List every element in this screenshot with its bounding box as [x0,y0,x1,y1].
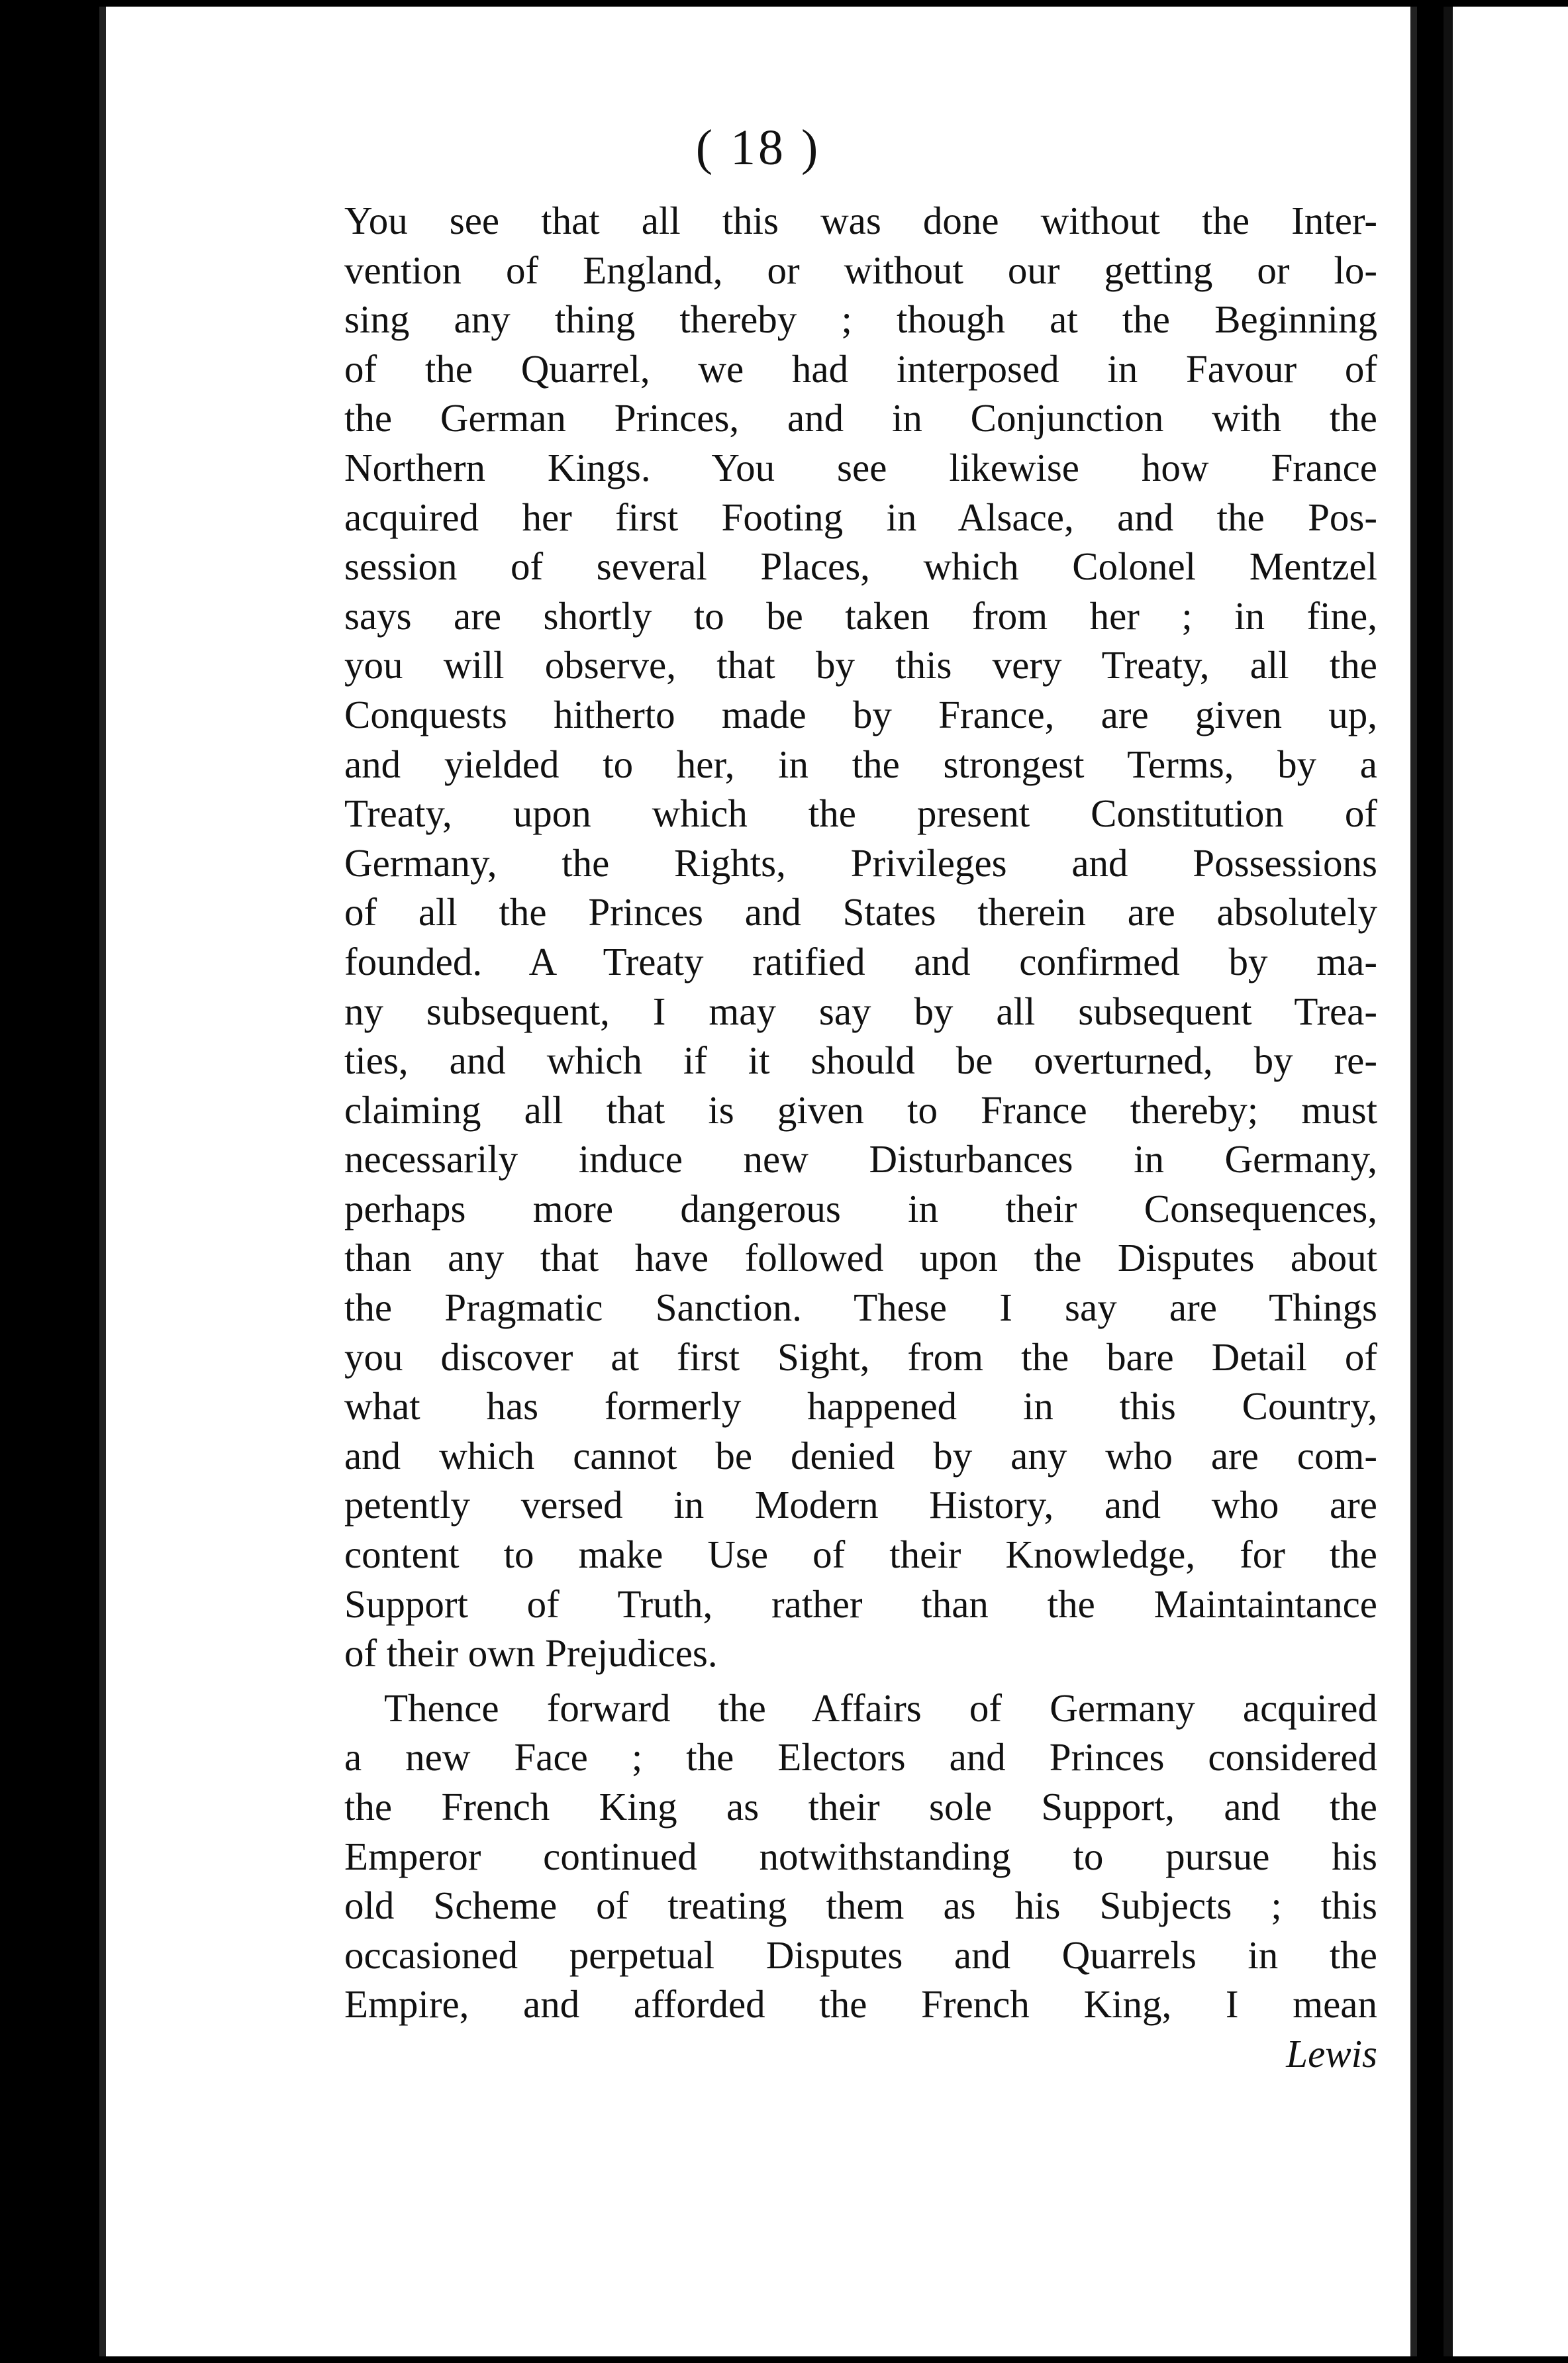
text-line: petently versed in Modern History, and who are [344,1483,1377,1527]
text-line: of their own Prejudices. [344,1631,718,1676]
text-line: perhaps more dangerous in their Consequences, [344,1186,1377,1231]
paragraph-2 [344,1684,1377,2029]
text-line: you will observe, that by this very Treaty, all the [344,643,1377,687]
text-line: Empire, and afforded the French King, I mean [344,1982,1377,2027]
text-line: and which cannot be denied by any who are com- [344,1433,1377,1478]
text-line: Emperor continued notwithstanding to pursue his [344,1834,1377,1878]
book-page [99,7,1417,2356]
text-line: Thence forward the Affairs of Germany acquired [384,1685,1377,1730]
text-line: founded. A Treaty ratified and confirmed by ma- [344,939,1377,983]
text-line: Support of Truth, rather than the Maintaintance [344,1582,1377,1626]
text-line: Northern Kings. You see likewise how France [344,445,1377,489]
page-number: ( 18 ) [695,120,821,176]
text-line: Treaty, upon which the present Constitution of [344,791,1377,836]
text-line: old Scheme of treating them as his Subjects ; this [344,1884,1377,1928]
text-line: sing any thing thereby ; though at the Beginning [344,297,1377,342]
text-line: the German Princes, and in Conjunction with the [344,396,1377,440]
body-text [344,196,1377,2079]
text-line: a new Face ; the Electors and Princes considered [344,1735,1377,1780]
text-line: and yielded to her, in the strongest Terms, by a [344,742,1377,786]
text-line: the Pragmatic Sanction. These I say are Things [344,1285,1377,1330]
catchword: Lewis [1286,2031,1377,2076]
text-line: than any that have followed upon the Disputes about [344,1236,1377,1280]
text-line: ties, and which if it should be overturned, by re- [344,1038,1377,1083]
adjacent-page-edge [1444,7,1568,2356]
text-line: claiming all that is given to France thereby; must [344,1087,1377,1132]
text-line: session of several Places, which Colonel Mentzel [344,544,1377,589]
text-line: of all the Princes and States therein are absolutely [344,890,1377,934]
text-line: You see that all this was done without the Inter- [344,199,1377,242]
text-line: of the Quarrel, we had interposed in Favour of [344,346,1377,391]
text-line: Germany, the Rights, Privileges and Possessions [344,840,1377,885]
text-line: ny subsequent, I may say by all subsequent Trea- [344,989,1377,1033]
text-line: necessarily induce new Disturbances in Germany, [344,1137,1377,1182]
text-line: you discover at first Sight, from the bare Detail of [344,1334,1377,1379]
paragraph-gap [344,1678,1377,1684]
text-line: vention of England, or without our getting or lo- [344,248,1377,292]
text-line: content to make Use of their Knowledge, for the [344,1533,1377,1577]
text-line: Conquests hitherto made by France, are given up, [344,692,1377,736]
text-line: acquired her first Footing in Alsace, and the Pos- [344,495,1377,539]
text-line: what has formerly happened in this Country, [344,1384,1377,1429]
paragraph-1 [344,196,1377,1678]
text-line: says are shortly to be taken from her ; in fine, [344,593,1377,638]
text-line: the French King as their sole Support, and the [344,1785,1377,1829]
text-line: occasioned perpetual Disputes and Quarrels in the [344,1933,1377,1977]
